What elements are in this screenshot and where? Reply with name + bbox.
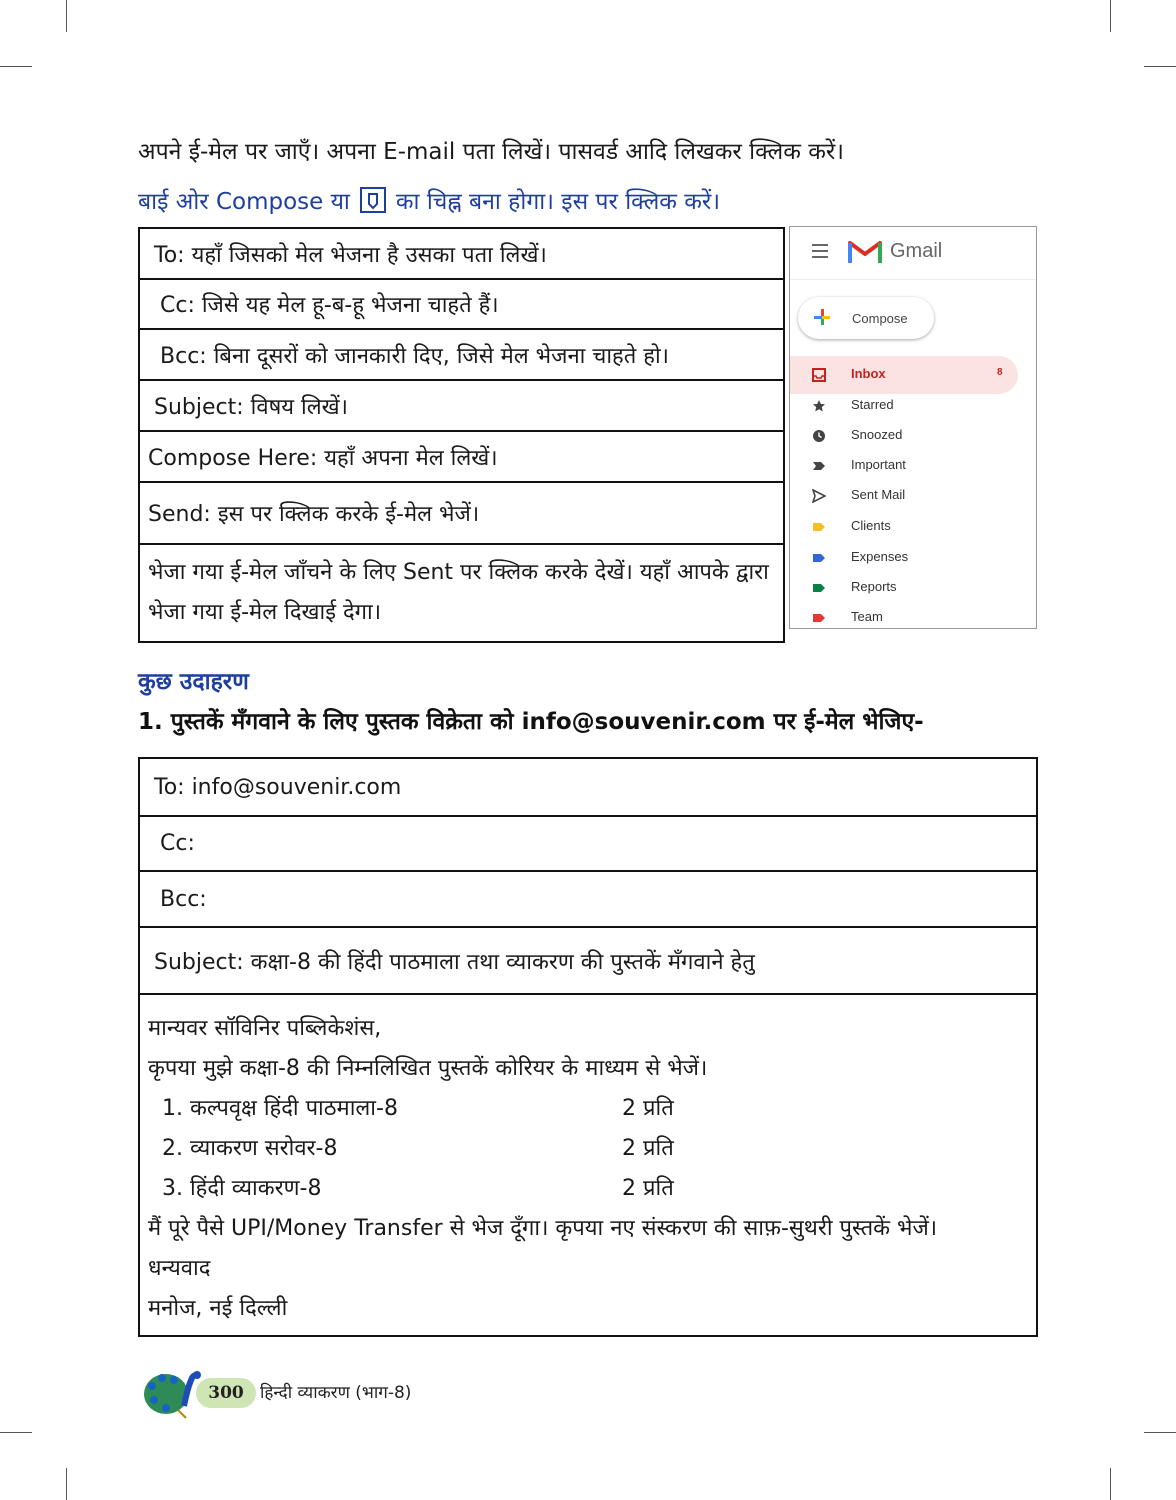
star-icon	[812, 399, 826, 413]
field-compose-row: Compose Here: यहाँ अपना मेल लिखें।	[140, 432, 783, 483]
nav-clients[interactable]	[790, 512, 1030, 542]
email-payment-note: मैं पूरे पैसे UPI/Money Transfer से भेज दूँगा। कृपया नए संस्करण की साफ़-सुथरी पुस्तकें भेजें।	[148, 1216, 938, 1241]
compose-pencil-icon	[360, 187, 386, 213]
nav-clients-label: Clients	[851, 518, 891, 533]
email-fields-table	[138, 227, 785, 643]
nav-starred[interactable]	[790, 391, 1030, 421]
book-qty: 2 प्रति	[622, 1096, 674, 1121]
email-greeting: मान्यवर सॉविनिर पब्लिकेशंस,	[148, 1016, 382, 1041]
nav-expenses-label: Expenses	[851, 549, 909, 564]
gmail-sidebar-screenshot	[789, 226, 1037, 629]
email-bcc-row: Bcc:	[140, 872, 1036, 928]
nav-snoozed-label: Snoozed	[851, 427, 903, 442]
email-body	[140, 995, 1036, 1335]
nav-sent-mail[interactable]	[790, 481, 1030, 511]
nav-reports[interactable]	[790, 573, 1030, 603]
plus-icon	[812, 307, 832, 327]
nav-snoozed[interactable]	[790, 421, 1030, 451]
crop-mark	[1144, 66, 1176, 67]
inbox-count: 8	[997, 367, 1003, 378]
compose-instruction-before: बाई ओर Compose या	[138, 189, 350, 215]
email-sender: मनोज, नई दिल्ली	[148, 1296, 288, 1321]
email-to-row: To: info@souvenir.com	[140, 759, 1036, 817]
nav-sent-mail-label: Sent Mail	[851, 487, 906, 502]
book-title: हिन्दी व्याकरण (भाग-8)	[260, 1383, 412, 1403]
nav-inbox[interactable]	[790, 360, 1030, 390]
send-icon	[812, 489, 826, 503]
nav-inbox-label: Inbox	[851, 366, 886, 381]
page-footer	[142, 1366, 462, 1420]
clock-icon	[812, 429, 826, 443]
question-1: 1. पुस्तकें मँगवाने के लिए पुस्तक विक्रेता को info@souvenir.com पर ई-मेल भेजिए-	[138, 709, 924, 735]
book-item	[148, 1129, 1030, 1169]
compose-button[interactable]	[798, 297, 934, 339]
crop-mark	[1144, 1432, 1176, 1433]
compose-instruction-after: का चिह्न बना होगा। इस पर क्लिक करें।	[395, 189, 721, 215]
field-bcc-row: Bcc: बिना दूसरों को जानकारी दिए, जिसे मेल भेजना चाहते हो।	[140, 330, 783, 381]
crop-mark	[66, 1468, 67, 1500]
label-tag-icon	[812, 611, 826, 625]
gmail-header	[790, 227, 1036, 280]
book-name: 2. व्याकरण सरोवर-8	[162, 1136, 338, 1161]
nav-starred-label: Starred	[851, 397, 894, 412]
important-icon	[812, 459, 826, 473]
gmail-brand: Gmail	[890, 240, 943, 262]
examples-heading: कुछ उदाहरण	[138, 669, 249, 695]
nav-team-label: Team	[851, 609, 883, 624]
label-tag-icon	[812, 581, 826, 595]
compose-instruction	[138, 184, 720, 216]
email-thanks: धन्यवाद	[148, 1256, 211, 1281]
book-item	[148, 1089, 1030, 1129]
nav-important[interactable]	[790, 451, 1030, 481]
book-qty: 2 प्रति	[622, 1136, 674, 1161]
field-cc-row: Cc: जिसे यह मेल हू-ब-हू भेजना चाहते हैं।	[140, 280, 783, 330]
book-item	[148, 1169, 1030, 1209]
field-subject-row: Subject: विषय लिखें।	[140, 381, 783, 432]
crop-mark	[1110, 0, 1111, 32]
label-tag-icon	[812, 520, 826, 534]
book-name: 3. हिंदी व्याकरण-8	[162, 1176, 322, 1201]
crop-mark	[1110, 1468, 1111, 1500]
field-send-row: Send: इस पर क्लिक करके ई-मेल भेजें।	[140, 483, 783, 545]
nav-team[interactable]	[790, 603, 1030, 633]
email-subject-row: Subject: कक्षा-8 की हिंदी पाठमाला तथा व्याकरण की पुस्तकें मँगवाने हेतु	[140, 928, 1036, 995]
crop-mark	[0, 66, 32, 67]
email-request: कृपया मुझे कक्षा-8 की निम्नलिखित पुस्तकें कोरियर के माध्यम से भेजें।	[148, 1056, 708, 1081]
sample-email-table	[138, 757, 1038, 1337]
crop-mark	[66, 0, 67, 32]
gmail-logo-icon	[848, 239, 882, 265]
inbox-icon	[812, 368, 826, 382]
intro-line: अपने ई-मेल पर जाएँ। अपना E-mail पता लिखें। पासवर्ड आदि लिखकर क्लिक करें।	[138, 139, 844, 165]
compose-label: Compose	[852, 311, 908, 326]
nav-reports-label: Reports	[851, 579, 897, 594]
email-cc-row: Cc:	[140, 817, 1036, 872]
book-qty: 2 प्रति	[622, 1176, 674, 1201]
field-sent-row: भेजा गया ई-मेल जाँचने के लिए Sent पर क्लिक करके देखें। यहाँ आपके द्वारा भेजा गया ई-मेल दिखाई देगा।	[148, 560, 769, 625]
label-tag-icon	[812, 551, 826, 565]
nav-expenses[interactable]	[790, 543, 1030, 573]
field-to-row: To: यहाँ जिसको मेल भेजना है उसका पता लिखें।	[140, 229, 783, 280]
crop-mark	[0, 1432, 32, 1433]
menu-icon[interactable]	[812, 244, 828, 262]
nav-important-label: Important	[851, 457, 906, 472]
page-number: 300	[196, 1378, 256, 1408]
book-name: 1. कल्पवृक्ष हिंदी पाठमाला-8	[162, 1096, 398, 1121]
